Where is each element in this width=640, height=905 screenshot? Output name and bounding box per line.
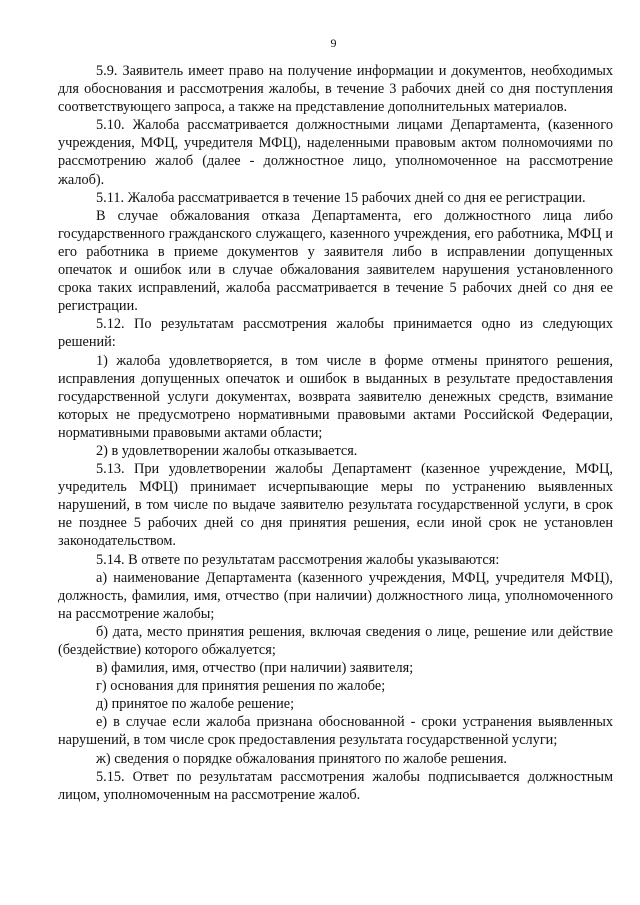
paragraph-5-13: 5.13. При удовлетворении жалобы Департамент (казенное учреждение, МФЦ, учредитель МФЦ) принимает исчерпывающие меры по устранению выявленных нарушений, в том числе по выдаче заявителю результата государственной услуги, в срок не позднее 5 рабочих дней со дня принятия решения, если иной срок не установлен законодательством. bbox=[58, 461, 613, 550]
paragraph-5-14: 5.14. В ответе по результатам рассмотрения жалобы указываются: bbox=[96, 551, 500, 568]
paragraph-5-15: 5.15. Ответ по результатам рассмотрения жалобы подписывается должностным лицом, уполномоченным на рассмотрение жалоб. bbox=[58, 768, 613, 803]
list-item-g: г) основания для принятия решения по жалобе; bbox=[96, 678, 386, 695]
paragraph-5-10: 5.10. Жалоба рассматривается должностными лицами Департамента, (казенного учреждения, МФЦ, учредителя МФЦ), наделенными правовым актом полномочиями по рассмотрению жалоб (далее - должностное лицо, уполномоченное на рассмотрение жалоб). bbox=[58, 117, 613, 188]
list-item-decision-2: 2) в удовлетворении жалобы отказывается. bbox=[96, 442, 358, 459]
list-item-decision-1: 1) жалоба удовлетворяется, в том числе в форме отмены принятого решения, исправления допущенных опечаток и ошибок в выданных в результате предоставления государственной услуги документах, возврата заявителю денежных средств, взимание которых не предусмотрено нормативными правовыми актами Российской Федерации, нормативными правовыми актами области; bbox=[58, 352, 613, 441]
document-page bbox=[58, 36, 613, 804]
list-item-zh: ж) сведения о порядке обжалования принятого по жалобе решения. bbox=[96, 750, 507, 767]
list-item-v: в) фамилия, имя, отчество (при наличии) заявителя; bbox=[96, 660, 414, 677]
paragraph-5-12: 5.12. По результатам рассмотрения жалобы принимается одно из следующих решений: bbox=[58, 316, 613, 351]
paragraph-appeal-refusal: В случае обжалования отказа Департамента, его должностного лица либо государственного гражданского служащего, казенного учреждения, его работника, МФЦ и его работника в приеме документов у заявителя либо в исправлении допущенных опечаток и ошибок или в случае обжалования заявителем нарушения установленного срока таких исправлений, жалоба рассматривается в течение 5 рабочих дней со дня ее регистрации. bbox=[58, 207, 613, 315]
list-item-e: е) в случае если жалоба признана обоснованной - сроки устранения выявленных нарушений, в том числе срок предоставления результата государственной услуги; bbox=[58, 714, 613, 749]
paragraph-5-11: 5.11. Жалоба рассматривается в течение 15 рабочих дней со дня ее регистрации. bbox=[96, 189, 586, 206]
list-item-a: а) наименование Департамента (казенного учреждения, МФЦ, учредителя МФЦ), должность, фамилия, имя, отчество (при наличии) должностного лица, уполномоченного на рассмотрение жалобы; bbox=[58, 569, 613, 622]
list-item-d: д) принятое по жалобе решение; bbox=[96, 696, 295, 713]
list-item-b: б) дата, место принятия решения, включая сведения о лице, решение или действие (бездействие) которого обжалуется; bbox=[58, 623, 613, 658]
page-number: 9 bbox=[330, 36, 337, 50]
paragraph-5-9: 5.9. Заявитель имеет право на получение информации и документов, необходимых для обоснования и рассмотрения жалобы, в течение 3 рабочих дней со дня поступления соответствующего запроса, а также на представление дополнительных материалов. bbox=[58, 63, 613, 116]
